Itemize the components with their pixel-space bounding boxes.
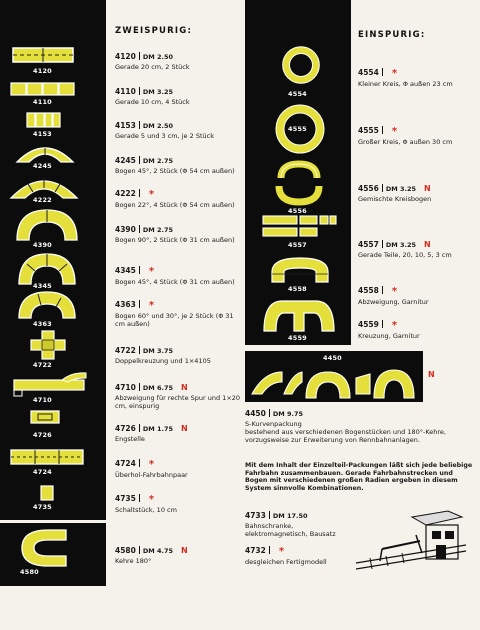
track-piece-4345-image (16, 250, 78, 286)
label-4580: 4580 (20, 568, 39, 576)
entry-4559: 4559 * Kreuzung, Garnitur (358, 320, 420, 340)
track-piece-4110-image (10, 82, 76, 96)
new-item-star: * (148, 189, 155, 200)
track-piece-4390-image (14, 208, 80, 242)
entry-4120: 4120 DM 2.50 Gerade 20 cm, 2 Stück (115, 52, 190, 71)
label-4557: 4557 (288, 241, 307, 249)
track-piece-4554-image (282, 46, 320, 84)
track-piece-4722-image (30, 330, 66, 360)
track-piece-4580-image (18, 528, 68, 568)
assembly-note: Mit dem Inhalt der Einzelteil-Packungen läßt sich jede beliebige Fahrbahn zusammenbauen. Gerade Fahrbahnstrecken und Bogen mit verschiedenen großen Radien ergeben in diesem System sinnvolle Kombinationen. (245, 462, 473, 492)
entry-4733: 4733 DM 17.50 Bahnschranke, elektromagnetisch, Bausatz (245, 511, 336, 538)
entry-4222: 4222 * Bogen 22°, 4 Stück (Φ 54 cm außen) (115, 189, 235, 209)
entry-4558: 4558 * Abzweigung, Garnitur (358, 286, 429, 306)
label-4450: 4450 (323, 354, 342, 362)
new-item-star: * (148, 459, 155, 470)
label-4726: 4726 (33, 431, 52, 439)
new-item-star: * (148, 300, 155, 311)
label-4735: 4735 (33, 503, 52, 511)
entry-4363: 4363 * Bogen 60° und 30°, je 2 Stück (Φ 31 cm außen) (115, 300, 234, 328)
new-item-star: * (278, 546, 285, 557)
entry-4710: 4710 DM 6.75 N Abzweigung für rechte Spur und 1×20 cm, einspurig (115, 383, 241, 410)
heading-zweispurig: ZWEISPURIG: (115, 26, 193, 36)
label-4710: 4710 (33, 396, 52, 404)
entry-4722: 4722 DM 3.75 Doppelkreuzung und 1×4105 (115, 346, 211, 365)
track-piece-4726-image (30, 410, 60, 424)
label-4558: 4558 (288, 285, 307, 293)
new-badge: N (424, 184, 431, 193)
entry-4450: 4450 DM 9.75 S-Kurvenpackung bestehend aus verschiedenen Bogenstücken und 180°-Kehre, vorzugsweise zur Erweiterung von Rennbahnanlagen. (245, 409, 446, 444)
track-piece-4557-image (262, 214, 338, 240)
new-item-star: * (148, 266, 155, 277)
entry-4345: 4345 * Bogen 45°, 4 Stück (Φ 31 cm außen) (115, 266, 235, 286)
label-4245: 4245 (33, 162, 52, 170)
new-item-star: * (148, 494, 155, 505)
label-4722: 4722 (33, 361, 52, 369)
entry-4110: 4110 DM 3.25 Gerade 10 cm, 4 Stück (115, 87, 190, 106)
heading-einspurig: EINSPURIG: (358, 30, 426, 40)
entry-4556: 4556 DM 3.25 N Gemischte Kreisbogen (358, 184, 432, 203)
entry-4726: 4726 DM 1.75 N Engstelle (115, 424, 188, 443)
label-4222: 4222 (33, 196, 52, 204)
label-4724: 4724 (33, 468, 52, 476)
new-badge-4450: N (428, 370, 435, 379)
track-piece-4710-image (10, 372, 90, 398)
entry-4554: 4554 * Kleiner Kreis, Φ außen 23 cm (358, 68, 453, 88)
track-piece-4153-image (26, 112, 62, 128)
label-4555: 4555 (288, 125, 307, 133)
new-item-star: * (391, 286, 398, 297)
label-4153: 4153 (33, 130, 52, 138)
entry-4732: 4732 * desgleichen Fertigmodell (245, 546, 327, 566)
track-piece-4245-image (14, 140, 76, 164)
track-piece-4559-image (262, 297, 336, 333)
new-item-star: * (391, 320, 398, 331)
entry-4153: 4153 DM 2.50 Gerade 5 und 3 cm, je 2 Stück (115, 121, 214, 140)
track-piece-4556-image (273, 160, 325, 206)
entry-4580: 4580 DM 4.75 N Kehre 180° (115, 546, 188, 565)
label-4120: 4120 (33, 67, 52, 75)
new-badge: N (424, 240, 431, 249)
label-4110: 4110 (33, 98, 52, 106)
track-piece-4120-image (12, 46, 74, 64)
new-badge: N (181, 424, 188, 433)
label-4559: 4559 (288, 334, 307, 342)
new-badge: N (181, 383, 188, 392)
new-item-star: * (391, 68, 398, 79)
label-4363: 4363 (33, 320, 52, 328)
track-piece-4724-image (10, 448, 84, 466)
entry-4735: 4735 * Schaltstück, 10 cm (115, 494, 177, 514)
entry-4724: 4724 * Überhol-Fahrbahnpaar (115, 459, 188, 479)
track-piece-4363-image (16, 290, 78, 320)
entry-4555: 4555 * Großer Kreis, Φ außen 30 cm (358, 126, 453, 146)
new-badge: N (181, 546, 188, 555)
track-piece-4735-image (40, 485, 54, 501)
label-4345: 4345 (33, 282, 52, 290)
label-4554: 4554 (288, 90, 307, 98)
track-piece-4558-image (270, 254, 330, 284)
entry-4245: 4245 DM 2.75 Bogen 45°, 2 Stück (Φ 54 cm außen) (115, 156, 235, 175)
new-item-star: * (391, 126, 398, 137)
level-crossing-barrier-illustration (352, 505, 470, 575)
entry-4390: 4390 DM 2.75 Bogen 90°, 2 Stück (Φ 31 cm außen) (115, 225, 235, 244)
entry-4557: 4557 DM 3.25 N Gerade Teile, 20, 10, 5, 3 cm (358, 240, 452, 259)
track-piece-4450-image (250, 364, 418, 400)
label-4390: 4390 (33, 241, 52, 249)
label-4556: 4556 (288, 207, 307, 215)
